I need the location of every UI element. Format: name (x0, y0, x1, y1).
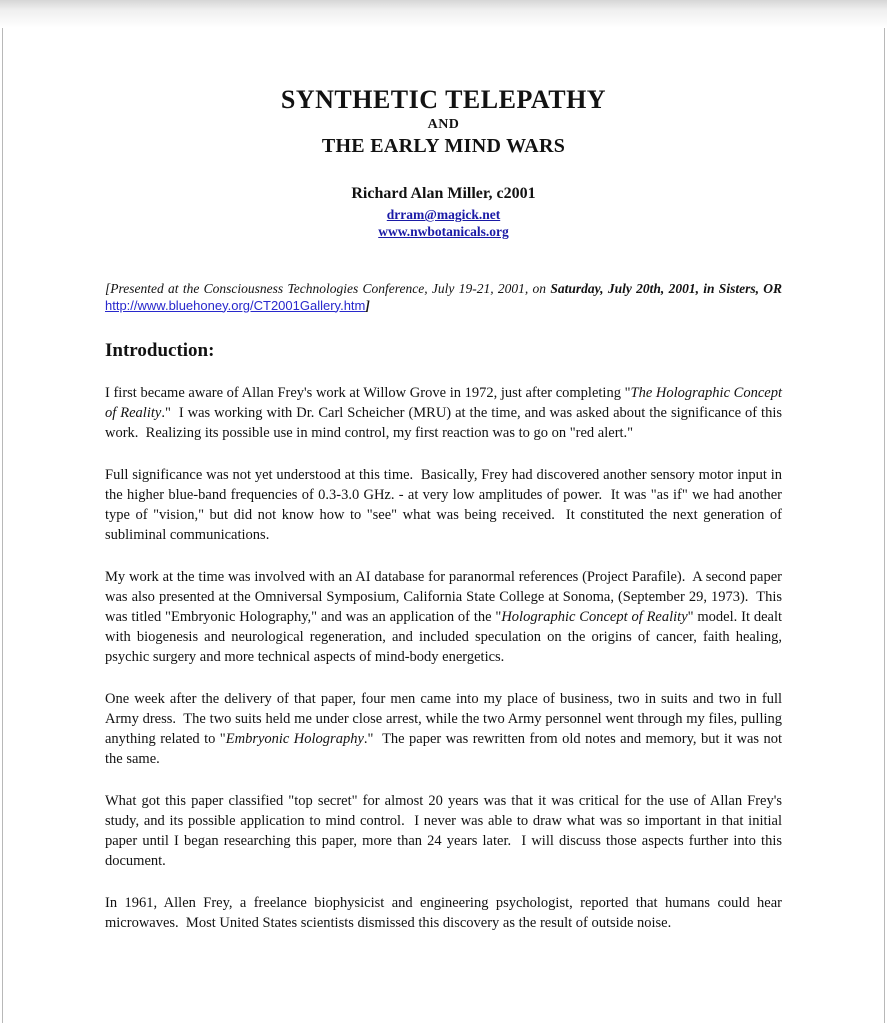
paragraph-4 (105, 689, 786, 769)
document-title-line-2: AND (427, 117, 460, 132)
text-run: ." I was working with Dr. Carl Scheicher (MRU) at the time, and was asked about the significance of this work. Realizing its possible use in mind control, my first reaction was to go on "red alert." (105, 405, 786, 441)
text-run: The Holographic Concept of Reality (105, 385, 786, 421)
paragraph-3 (105, 567, 786, 667)
author-line: Richard Alan Miller, c2001 (351, 185, 536, 202)
text-run: " model. It dealt with biogenesis and neurological regeneration, and included speculation on the origins of cancer, faith healing, psychic surgery and more technical aspects of mind-body energetics. (105, 609, 786, 665)
inline-link[interactable]: http://www.bluehoney.org/CT2001Gallery.htm (105, 297, 366, 313)
text-run: ] (365, 297, 370, 313)
text-run: Full significance was not yet understood at this time. Basically, Frey had discovered another sensory motor input in the higher blue-band frequencies of 0.3-3.0 GHz. - at very low amplitudes of power. It was "as if" we had another type of "vision," but did not know how to "see" what was being received. It constituted the next generation of subliminal communications. (105, 467, 786, 543)
email-link[interactable]: drram@magick.net (386, 207, 501, 222)
paragraph-2 (105, 465, 786, 545)
introduction-heading: Introduction: (105, 340, 215, 361)
text-run: [Presented at the Consciousness Technologies Conference, July 19-21, 2001, on (105, 281, 551, 296)
text-run: Holographic Concept of Reality (501, 609, 688, 625)
text-run (782, 281, 789, 296)
text-run: ." The paper was rewritten from old notes and memory, but it was not the same. (105, 731, 786, 767)
text-run: I first became aware of Allan Frey's work at Willow Grove in 1972, just after completing " (105, 385, 631, 401)
text-run: What got this paper classified "top secret" for almost 20 years was that it was critical for the use of Allan Frey's study, and its possible application to mind control. I never was able to draw what was so important in that initial paper until I began researching this paper, more than 24 years later. I will discuss those aspects further into this document. (105, 793, 786, 869)
text-run: Saturday, July 20th, 2001, in Sisters, OR (550, 281, 783, 296)
text-run: Embryonic Holography (225, 731, 364, 747)
text-run: In 1961, Allen Frey, a freelance biophysicist and engineering psychologist, reported that humans could hear microwaves. Most United States scientists dismissed this discovery as the result of outside noise. (105, 895, 786, 931)
website-link[interactable]: www.nwbotanicals.org (378, 224, 509, 239)
text-run: One week after the delivery of that paper, four men came into my place of business, two in suits and two in full Army dress. The two suits held me under close arrest, while the two Army personnel went through my files, pulling anything related to " (105, 691, 786, 747)
document-title-line-1: SYNTHETIC TELEPATHY (280, 85, 607, 114)
body-paragraphs (105, 383, 786, 933)
text-run: My work at the time was involved with an AI database for paranormal references (Project Parafile). A second paper was also presented at the Omniversal Symposium, California State College at Sonoma, (September 29, 1973). This was titled "Embryonic Holography," and was an application of the " (105, 569, 786, 625)
document-header (105, 0, 782, 240)
paragraph-1 (105, 383, 786, 443)
paragraph-5 (105, 791, 786, 871)
paragraph-6 (105, 893, 786, 933)
document-title-line-3: THE EARLY MIND WARS (321, 135, 566, 157)
presented-note (105, 281, 782, 314)
